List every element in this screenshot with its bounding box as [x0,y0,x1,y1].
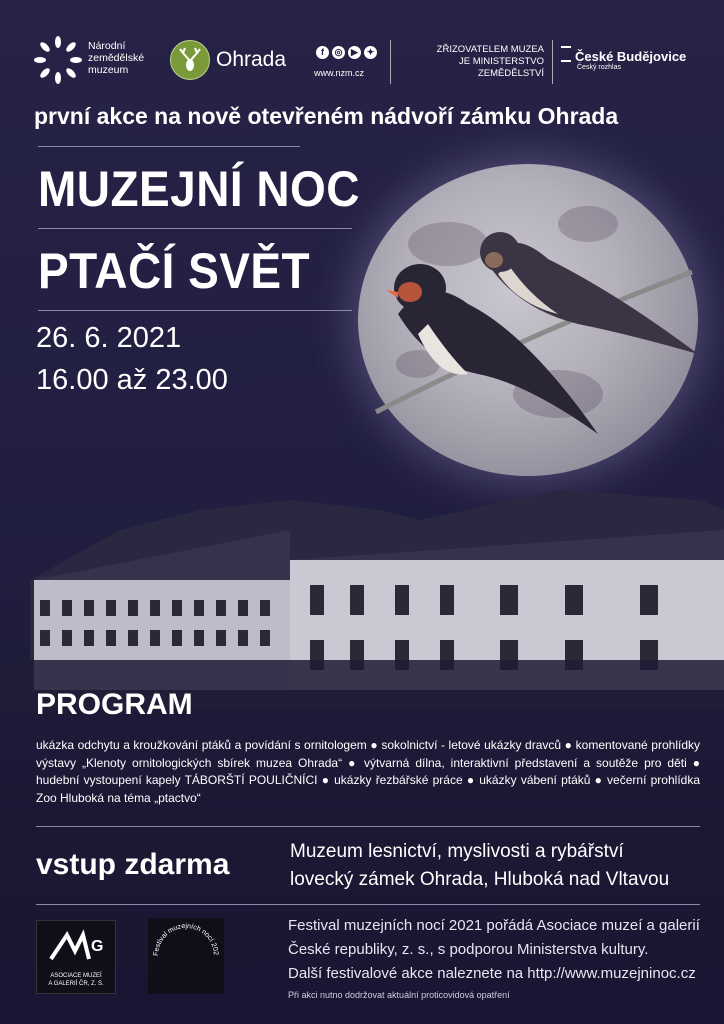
founder-text [400,44,544,80]
nzm-name [88,40,144,76]
partner-name: České Budějovice [575,49,687,64]
title-rule-bottom [38,310,352,311]
title-rule-middle [38,228,352,229]
title-line2: PTAČÍ SVĚT [38,243,311,299]
amg-line2: A GALERIÍ ČR, Z. S. [48,981,104,987]
event-time: 16.00 až 23.00 [36,364,228,396]
footer-text [288,914,700,986]
founder-line2: JE MINISTERSTVO ZEMĚDĚLSTVÍ [459,56,544,79]
footer-rule [36,904,700,905]
nzm-line1: Národní [88,40,126,52]
svg-text:G: G [91,938,104,955]
footer-line2: České republiky, z. s., s podporou Ministerstva kultury. [288,941,649,958]
venue [290,838,669,894]
amg-mark [37,921,115,967]
ohrada-deer-logo [170,40,210,80]
moon-image [358,164,698,476]
program-text: ukázka odchytu a kroužkování ptáků a povídání s ornitologem ● sokolnictví - letové ukázky dravců ● komentované prohlídky výstavy „Klenoty ornitologických sbírek muzea Ohrada“ ● výtvarná dílna, interaktivní představení a soutěže pro děti ● hudební vystoupení kapely TÁBORŠTÍ POULIČNÍCI ● ukázky řezbářské práce ● ukázky vábení ptáků ● večerní prohlídka Zoo Hluboká na téma „ptactvo“ [36,738,700,805]
festival-logo [148,918,224,994]
amg-logo [36,920,116,994]
instagram-icon[interactable]: ◎ [332,46,345,59]
festival-logo-text: Festival muzejních nocí 202 [152,922,220,957]
nzm-line3: muzeum [88,64,129,76]
title-rule-top [38,146,300,147]
castle-silhouette [0,470,724,710]
header-divider-2 [552,40,553,84]
amg-name [37,972,115,988]
program-heading: PROGRAM [36,688,193,721]
nzm-line2: zemědělské [88,52,145,64]
venue-line2: lovecký zámek Ohrada, Hluboká nad Vltavou [290,869,670,890]
free-entry: vstup zdarma [36,848,230,881]
nzm-wreath-logo [34,36,82,84]
header-url[interactable]: www.nzm.cz [314,68,365,78]
amg-line1: ASOCIACE MUZEÍ [50,973,102,979]
program-rule [36,826,700,827]
ohrada-name: Ohrada [216,48,287,71]
footer-line3[interactable]: Další festivalové akce naleznete na http://www.muzejninoc.cz [288,965,696,982]
event-subtitle: první akce na nově otevřeném nádvoří zámku Ohrada [34,103,619,129]
social-icons [316,46,377,59]
youtube-icon[interactable]: ▶ [348,46,361,59]
footer-line1: Festival muzejních nocí 2021 pořádá Asociace muzeí a galerií [288,917,700,934]
header-divider-1 [390,40,391,84]
title-line1: MUZEJNÍ NOC [38,161,360,217]
twitter-icon[interactable]: ✦ [364,46,377,59]
covid-note: Při akci nutno dodržovat aktuální proticovidová opatření [288,990,510,1000]
founder-line1: ZŘIZOVATELEM MUZEA [436,44,544,55]
radio-icon [561,46,571,62]
venue-line1: Muzeum lesnictví, myslivosti a rybářství [290,841,624,862]
facebook-icon[interactable]: f [316,46,329,59]
partner-logo [561,46,686,71]
swallows-illustration [358,164,698,476]
partner-sub: Český rozhlas [577,64,621,71]
event-date: 26. 6. 2021 [36,322,182,354]
